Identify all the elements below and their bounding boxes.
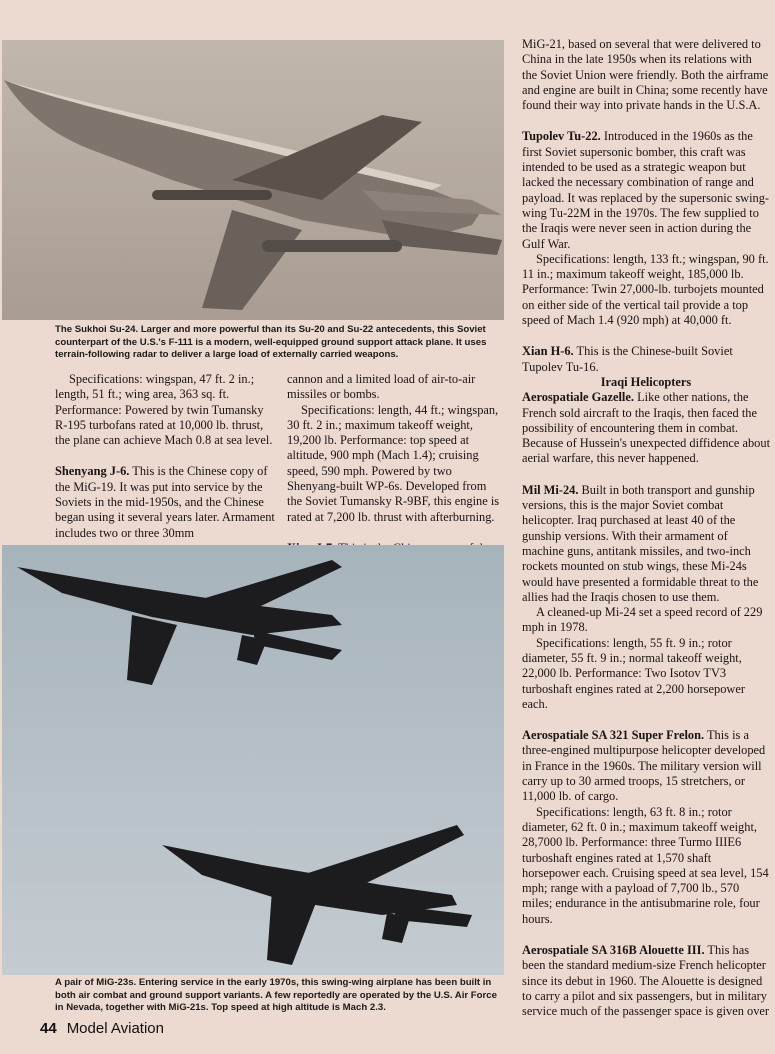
gazelle-text: Like other nations, the French sold aircraft to the Iraqis, then faced the possibility of encountering them in combat. Because of Hussein's unexpected diffidence about aerial warfare, this never happened. (522, 390, 771, 466)
alouette-title: Aerospatiale SA 316B Alouette III. (522, 943, 705, 958)
tu22-paragraph (522, 129, 770, 251)
tu22-specs: Specifications: length, 133 ft.; wingspan, 90 ft. 11 in.; maximum takeoff weight, 185,000 lb. Performance: Twin 27,000-lb. turbojets mounted on either side of the vertical tail provide a top speed of Mach 1.4 (920 mph) at 40,000 ft. (522, 251, 769, 328)
magazine-name: Model Aviation (66, 1020, 164, 1037)
alouette-text: This has been the standard medium-size French helicopter since its debut in 1960. The Alouette is designed to carry a pilot and six passengers, but in military service much of the passenger space is given over (522, 943, 770, 1019)
tu22-text: Introduced in the 1960s as the first Soviet supersonic bomber, this craft was intended to be used as a strategic weapon but lacked the necessary combination of range and payload. It was replaced by the supersonic swing-wing Tu-22M in the 1970s. The few supplied to the Iraqis were never seen in action during the Gulf War. (522, 129, 770, 251)
j6-title: Shenyang J-6. (55, 464, 130, 479)
h6-text: This is the Chinese-built Soviet Tupolev Tu-16. (522, 344, 733, 374)
frelon-title: Aerospatiale SA 321 Super Frelon. (522, 728, 705, 743)
frelon-specs: Specifications: length, 63 ft. 8 in.; rotor diameter, 62 ft. 0 in.; maximum takeoff weight, 28,7000 lb. Performance: three Turmo IIIE6 turboshaft engines rated at 1,570 shaft horsepower each. Cruising speed at sea level, 154 mph; range with a payload of 7,700 lb., 570 miles; endurance in the antisubmarine role, four hours. (522, 804, 769, 926)
page-number: 44 (40, 1020, 57, 1037)
j7-continued: MiG-21, based on several that were delivered to China in the late 1950s when its relations with the Soviet Union were friendly. Both the airframe and engine are built in China; some recently have found their way into private hands in the U.S.A. (522, 37, 769, 113)
mi24-paragraph (522, 483, 770, 605)
gazelle-title: Aerospatiale Gazelle. (522, 390, 634, 405)
tu22-title: Tupolev Tu-22. (522, 129, 601, 144)
mi24-record: A cleaned-up Mi-24 set a speed record of 229 mph in 1978. (522, 605, 763, 635)
alouette-paragraph (522, 943, 770, 1019)
helicopters-heading: Iraqi Helicopters (600, 374, 692, 389)
j6-specs: Specifications: length, 44 ft.; wingspan, 30 ft. 2 in.; maximum takeoff weight, 19,200 lb. Performance: top speed at altitude, 900 mph (Mach 1.4); cruising speed, 590 mph. Powered by two Shenyang-built WP-6s. Developed from the Soviet Tumansky R-9BF, this engine is rated at 7,200 lb. thrust with afterburning. (287, 402, 500, 524)
left-column (55, 372, 275, 541)
mig23-caption: A pair of MiG-23s. Entering service in the early 1970s, this swing-wing airplane has been built in both air combat and ground support variants. A few reportedly are operated by the U.S. Air Force in Nevada, together with MiG-21s. Top speed at high altitude is Mach 2.3. (55, 977, 497, 1013)
page-folio (40, 1020, 164, 1037)
j6-paragraph (55, 464, 275, 540)
gazelle-paragraph (522, 390, 770, 466)
right-column (522, 37, 770, 1020)
su24-photo (2, 40, 504, 320)
su24-specs: Specifications: wingspan, 47 ft. 2 in.; length, 51 ft.; wing area, 363 sq. ft. Performance: Powered by twin Tumansky R-195 turbofans rated at 10,000 lb. thrust, the plane can achieve Mach 0.8 at sea level. (55, 372, 273, 448)
h6-paragraph (522, 344, 770, 375)
frelon-paragraph (522, 728, 770, 804)
mi24-title: Mil Mi-24. (522, 482, 579, 497)
mig23-photo (2, 545, 504, 975)
frelon-text: This is a three-engined multipurpose helicopter developed in France in the 1960s. The military version will carry up to 30 armed troops, 15 stretchers, or 11,000 lb. of cargo. (522, 728, 766, 804)
mi24-text: Built in both transport and gunship versions, this is the major Soviet combat helicopter. Iraq purchased at least 40 of the gunship versions. With their armament of machine guns, antitank missiles, and two-inch rockets mounted on stub wings, these Mi-24s would have presented a formidable threat to the allies had the Iraqis chosen to use them. (522, 482, 759, 604)
j6-continued: cannon and a limited load of air-to-air missiles or bombs. (287, 372, 476, 402)
su24-caption: The Sukhoi Su-24. Larger and more powerful than its Su-20 and Su-22 antecedents, this Soviet counterpart of the U.S.'s F-111 is a modern, well-equipped ground support attack plane. It uses terrain-following radar to deliver a large load of externally carried weapons. (55, 324, 487, 360)
middle-column (287, 372, 502, 556)
h6-title: Xian H-6. (522, 344, 574, 359)
mi24-specs: Specifications: length, 55 ft. 9 in.; rotor diameter, 55 ft. 9 in.; normal takeoff weight, 22,000 lb. Performance: Two Isotov TV3 turboshaft engines rated at 2,200 horsepower each. (522, 635, 745, 711)
j6-text: This is the Chinese copy of the MiG-19. It was put into service by the Soviets in the mid-1950s, and the Chinese began using it several years later. Armament includes two or three 30mm (55, 464, 275, 540)
